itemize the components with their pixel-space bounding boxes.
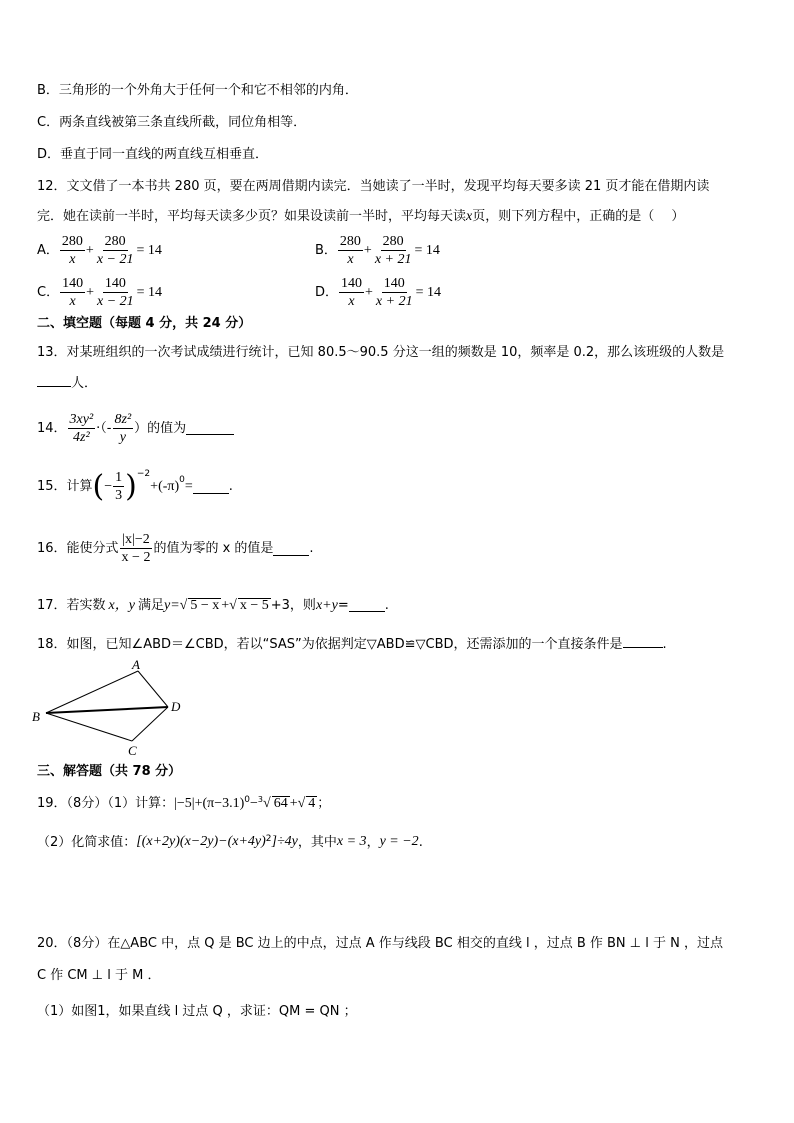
q12-stem-line1: 12．文文借了一本书共 280 页，要在两周借期内读完．当她读了一半时，发现平均每天要多读 21 页才能在借期内读 — [37, 179, 710, 194]
fraction-1: $\frac{280}{x}$ — [61, 234, 83, 268]
q18-stem: 18．如图，已知∠ABD＝∠CBD，若以“SAS”为依据判定▽ABD≌▽CBD，还需添加的一个直接条件是 . — [37, 637, 667, 652]
fraction-2: $\frac{280}{x - 21}$ — [96, 234, 134, 268]
q16-fraction: $\frac{|x|-2}{x - 2}$ — [121, 532, 151, 566]
q13-stem-line2: 人． — [37, 377, 97, 390]
q14-answer-blank[interactable] — [186, 434, 234, 435]
section-fill-blank-title: 二、填空题（每题 4 分，共 24 分） — [37, 316, 252, 331]
q12-option-d[interactable]: D． $\frac{140}{x}$ + $\frac{140}{x + 21}$ = 14 — [315, 276, 441, 310]
q12-stem-line2: 完．她在读前一半时，平均每天读多少页？如果设读前一半时，平均每天读x页，则下列方程中，正确的是（ ） — [37, 209, 685, 224]
q19-part1: 19．（8分）（1）计算： |−5|+(π−3.1) $^0$ − $^3$ √ 64 + √ 4 ； — [37, 795, 331, 811]
fraction-1: $\frac{280}{x}$ — [339, 234, 361, 268]
q20-stem-line2: C 作 CM ⊥ l 于 M ． — [37, 968, 161, 983]
q18-answer-blank[interactable] — [623, 647, 663, 648]
label-c: C — [128, 743, 137, 758]
segment-bc — [46, 713, 132, 741]
q12-option-a[interactable]: A． $\frac{280}{x}$ + $\frac{280}{x - 21}$ = 14 — [37, 234, 162, 268]
segment-ad — [138, 671, 168, 707]
label-b: B — [32, 709, 40, 724]
fraction-2: $\frac{280}{x + 21}$ — [374, 234, 412, 268]
q12-option-c[interactable]: C． $\frac{140}{x}$ + $\frac{140}{x - 21}$ = 14 — [37, 276, 163, 310]
segment-ba — [46, 671, 138, 713]
q14-fraction-1: $\frac{\text{3xy²}}{\text{4z²}}$ — [69, 412, 94, 446]
q18-triangle-figure — [30, 655, 190, 761]
fraction-2: $\frac{140}{x - 21}$ — [96, 276, 134, 310]
q19-part2: （2）化简求值： [(x+2y)(x−2y)−(x+4y) 2 ]÷4y ，其中 x = 3 ， y = −2 . — [37, 834, 423, 850]
label-a: A — [132, 657, 140, 672]
q15: 15．计算 ( − $\frac{1}{3}$ ) $^{-2}$ +(-π) $^0$ = . — [37, 468, 233, 504]
q14-fraction-2: $\frac{\text{8z²}}{y}$ — [114, 412, 132, 446]
option-label: B． — [315, 243, 337, 259]
q17: 17．若实数 x，y 满足 y= √ 5 − x + √ x − 5 +3，则 x+y = . — [37, 597, 389, 613]
option-label: D． — [315, 285, 339, 301]
q16-answer-blank[interactable] — [273, 555, 309, 556]
q20-stem-line1: 20．（8分）在△ABC 中，点 Q 是 BC 边上的中点，过点 A 作与线段 BC 相交的直线 l ，过点 B 作 BN ⊥ l 于 N ，过点 — [37, 936, 723, 951]
q12-option-b[interactable]: B． $\frac{280}{x}$ + $\frac{280}{x + 21}$ = 14 — [315, 234, 440, 268]
option-label: C． — [37, 285, 60, 301]
segment-bd — [46, 707, 168, 713]
section-solve-title: 三、解答题（共 78 分） — [37, 764, 182, 779]
option-label: A． — [37, 243, 59, 259]
q14: 14． $\frac{\text{3xy²}}{\text{4z²}}$ ·（- $\frac{\text{8z²}}{y}$ ）的值为 — [37, 412, 234, 446]
q11-option-d: D．垂直于同一直线的两直线互相垂直． — [37, 147, 269, 162]
segment-cd — [132, 707, 168, 741]
q15-fraction: $\frac{1}{3}$ — [115, 470, 123, 504]
q13-stem-line1: 13．对某班组织的一次考试成绩进行统计，已知 80.5～90.5 分这一组的频数是 10，频率是 0.2，那么该班级的人数是 — [37, 345, 725, 360]
q11-option-c: C．两条直线被第三条直线所截，同位角相等． — [37, 115, 307, 130]
fraction-1: $\frac{140}{x}$ — [62, 276, 84, 310]
q20-part1: （1）如图1，如果直线 l 过点 Q ，求证：QM = QN ； — [37, 1004, 357, 1019]
q11-option-b: B．三角形的一个外角大于任何一个和它不相邻的内角． — [37, 83, 358, 98]
q13-answer-blank[interactable] — [37, 386, 71, 387]
label-d: D — [171, 699, 181, 714]
q15-answer-blank[interactable] — [193, 493, 229, 494]
q16: 16．能使分式 $\frac{|x|-2}{x - 2}$ 的值为零的 x 的值是 . — [37, 532, 314, 566]
q17-answer-blank[interactable] — [349, 611, 385, 612]
fraction-2: $\frac{140}{x + 21}$ — [375, 276, 413, 310]
fraction-1: $\frac{140}{x}$ — [341, 276, 363, 310]
